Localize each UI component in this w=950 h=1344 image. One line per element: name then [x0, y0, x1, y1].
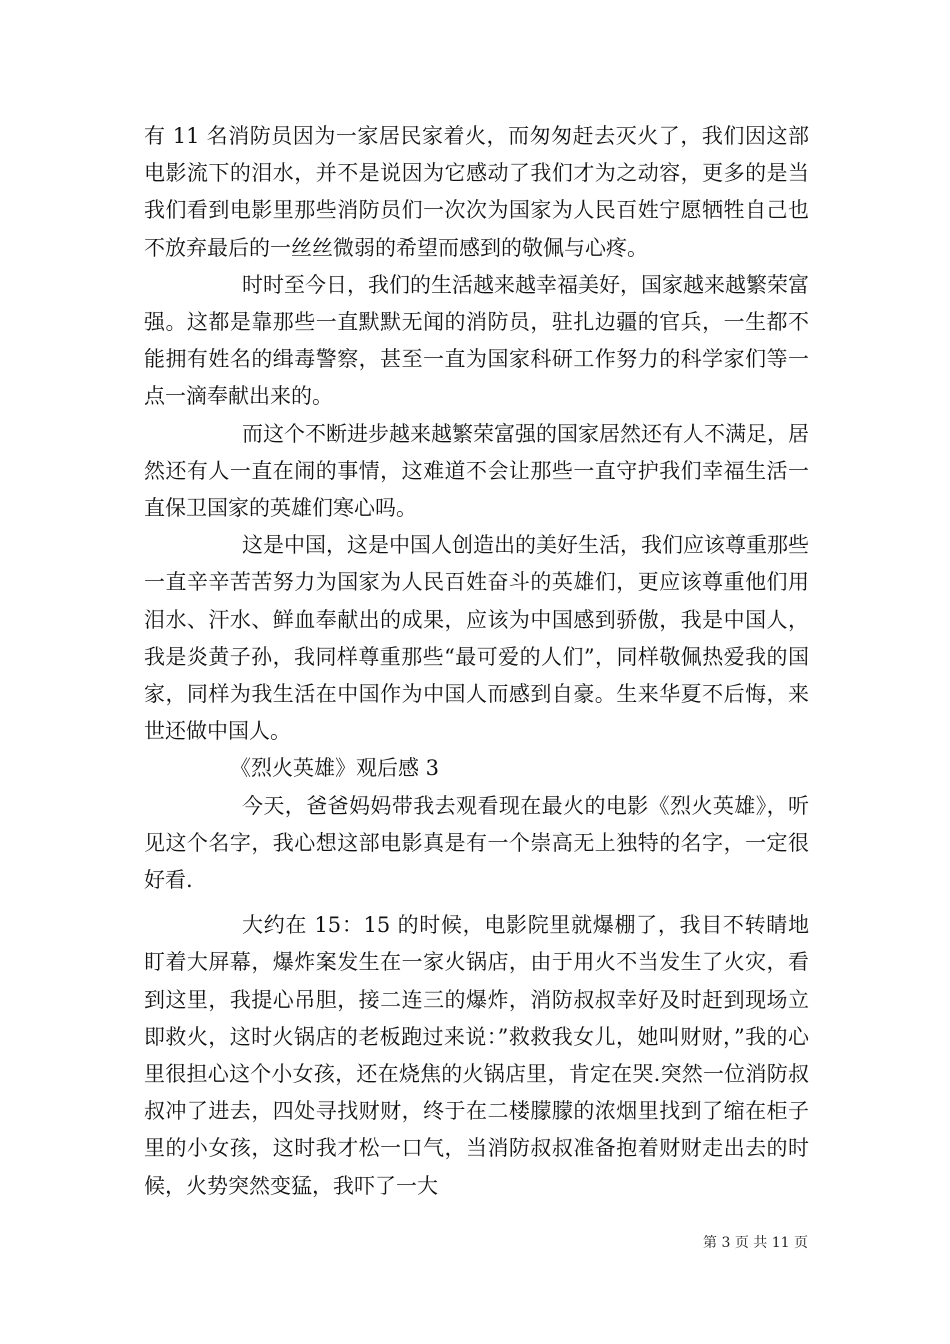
page-number-footer: 第 3 页 共 11 页 — [703, 1235, 808, 1251]
paragraph-going-to-movie: 今天，爸爸妈妈带我去观看现在最火的电影《烈火英雄》，听见这个名字，我心想这部电影真是有一个崇高无上独特的名字，一定很好看. — [144, 793, 809, 893]
paragraph-continuation: 有 11 名消防员因为一家居民家着火，而匆匆赶去灭火了，我们因这部电影流下的泪水，并不是说因为它感动了我们才为之动容，更多的是当我们看到电影里那些消防员们一次次为国家为人民百姓宁愿牺牲自己也不放弃最后的一丝丝微弱的希望而感到的敬佩与心疼。 — [144, 124, 809, 260]
paragraph-dissatisfaction: 而这个不断进步越来越繁荣富强的国家居然还有人不满足，居然还有人一直在闹的事情，这难道不会让那些一直守护我们幸福生活一直保卫国家的英雄们寒心吗。 — [144, 421, 809, 521]
section-heading: 《烈火英雄》观后感 3 — [230, 756, 440, 781]
document-body — [144, 118, 809, 1205]
paragraph-gap — [144, 899, 809, 907]
paragraph-china-pride: 这是中国，这是中国人创造出的美好生活，我们应该尊重那些一直辛辛苦苦努力为国家为人民百姓奋斗的英雄们，更应该尊重他们用泪水、汗水、鲜血奉献出的成果，应该为中国感到骄傲，我是中国人，我是炎黄子孙，我同样尊重那些“最可爱的人们”，同样敬佩热爱我的国家，同样为我生活在中国作为中国人而感到自豪。生来华夏不后悔，来世还做中国人。 — [144, 533, 809, 744]
paragraph-prosperity: 时时至今日，我们的生活越来越幸福美好，国家越来越繁荣富强。这都是靠那些一直默默无闻的消防员，驻扎边疆的官兵，一生都不能拥有姓名的缉毒警察，甚至一直为国家科研工作努力的科学家们等一点一滴奉献出来的。 — [144, 272, 809, 409]
paragraph-movie-story: 大约在 15：15 的时候，电影院里就爆棚了，我目不转睛地盯着大屏幕，爆炸案发生在一家火锅店，由于用火不当发生了火灾，看到这里，我提心吊胆，接二连三的爆炸，消防叔叔幸好及时赶到现场立即救火，这时火锅店的老板跑过来说：”救救我女儿，她叫财财，”我的心里很担心这个小女孩，还在烧焦的火锅店里，肯定在哭.突然一位消防叔叔冲了进去，四处寻找财财，终于在二楼朦朦的浓烟里找到了缩在柜子里的小女孩，这时我才松一口气，当消防叔叔准备抱着财财走出去的时候，火势突然变猛，我吓了一大 — [144, 913, 809, 1198]
